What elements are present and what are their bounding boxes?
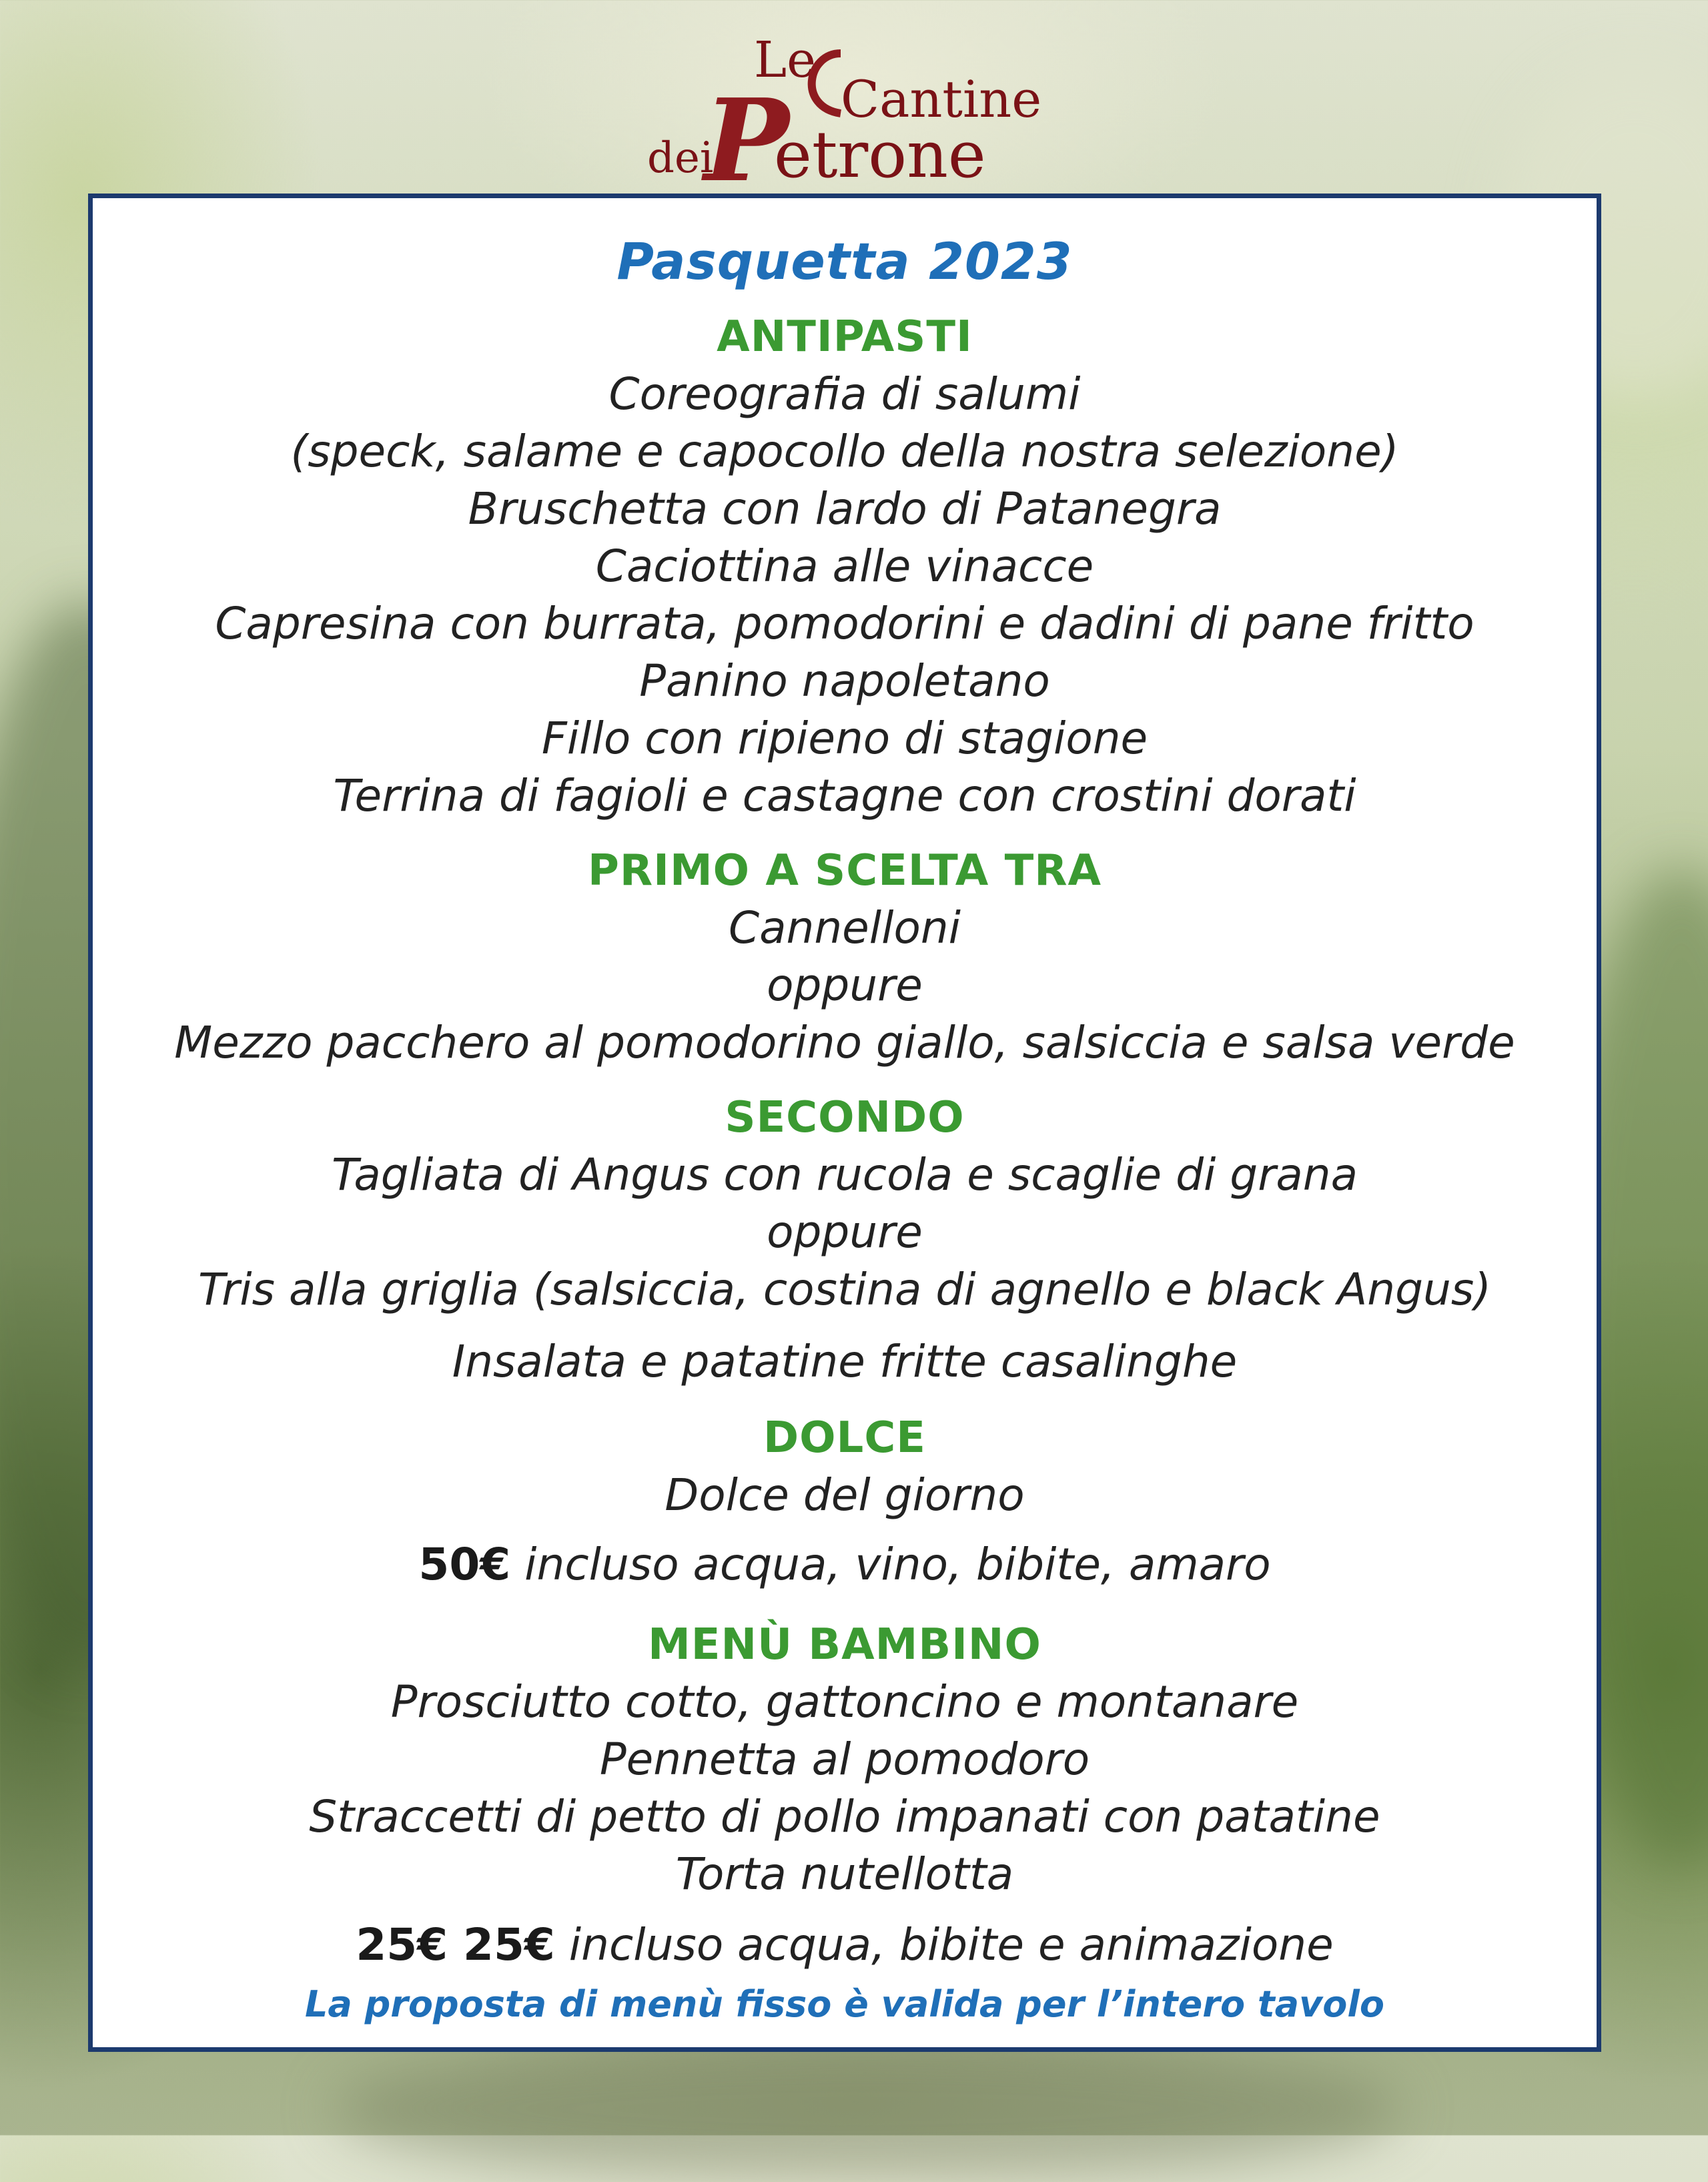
menu-item: Cannelloni — [728, 902, 961, 954]
antipasti-section — [93, 308, 1597, 825]
adult-price: 50€ — [418, 1539, 511, 1590]
child-price: 25€ 25€ — [356, 1919, 555, 1970]
menu-item: Tris alla griglia (salsiccia, costina di agnello e black Angus) — [197, 1264, 1491, 1315]
menu-item: Prosciutto cotto, gattoncino e montanare — [390, 1676, 1299, 1728]
footer-note: La proposta di menù fisso è valida per l’intero tavolo — [305, 1983, 1384, 2025]
menu-item: oppure — [767, 1206, 923, 1258]
footer-note-line — [93, 1981, 1597, 2028]
adult-price-text: incluso acqua, vino, bibite, amaro — [510, 1539, 1271, 1590]
logo-dei: dei — [647, 133, 714, 183]
menu-item: Capresina con burrata, pomodorini e dadini di pane fritto — [215, 598, 1474, 649]
primo-section — [93, 842, 1597, 1072]
dolce-heading: DOLCE — [763, 1413, 926, 1463]
menu-item: Terrina di fagioli e castagne con crostini dorati — [333, 770, 1356, 821]
logo-etrone: etrone — [774, 117, 986, 192]
menu-card — [88, 194, 1601, 2052]
menu-item: Bruschetta con lardo di Patanegra — [468, 483, 1222, 534]
menu-item: Torta nutellotta — [675, 1848, 1014, 1900]
menu-item: Pennetta al pomodoro — [599, 1734, 1090, 1785]
child-price-text: incluso acqua, bibite e animazione — [554, 1919, 1334, 1970]
secondo-heading: SECONDO — [725, 1093, 965, 1142]
menu-item: Caciottina alle vinacce — [595, 540, 1094, 592]
logo-cantine: Cantine — [841, 69, 1042, 129]
logo-c-swash — [812, 53, 841, 113]
menu-item: Mezzo pacchero al pomodorino giallo, salsiccia e salsa verde — [174, 1017, 1515, 1068]
menu-item: Fillo con ripieno di stagione — [541, 713, 1148, 764]
adult-price-line — [93, 1536, 1597, 1593]
menu-item: Dolce del giorno — [665, 1469, 1025, 1521]
menu-item: Straccetti di petto di pollo impanati con patatine — [309, 1791, 1380, 1842]
primo-heading: PRIMO A SCELTA TRA — [587, 846, 1102, 895]
secondo-section — [93, 1089, 1597, 1391]
menu-item: oppure — [767, 960, 923, 1011]
dolce-section — [93, 1409, 1597, 1524]
menu-item: Panino napoletano — [639, 655, 1050, 707]
background-blob — [334, 2035, 1401, 2182]
menu-item: Tagliata di Angus con rucola e scaglie di grana — [331, 1149, 1358, 1200]
menu-item: Coreografia di salumi — [608, 368, 1081, 420]
bambino-heading: MENÙ BAMBINO — [648, 1620, 1041, 1670]
child-price-line — [93, 1916, 1597, 1974]
antipasti-heading: ANTIPASTI — [717, 312, 973, 362]
logo-le: Le — [754, 31, 816, 89]
menu-title: Pasquetta 2023 — [616, 232, 1073, 291]
restaurant-logo — [640, 27, 1068, 194]
bambino-section — [93, 1616, 1597, 1903]
menu-item: (speck, salame e capocollo della nostra selezione) — [290, 426, 1399, 477]
logo-p-initial: P — [704, 74, 789, 194]
menu-item-side: Insalata e patatine fritte casalinghe — [452, 1336, 1238, 1387]
